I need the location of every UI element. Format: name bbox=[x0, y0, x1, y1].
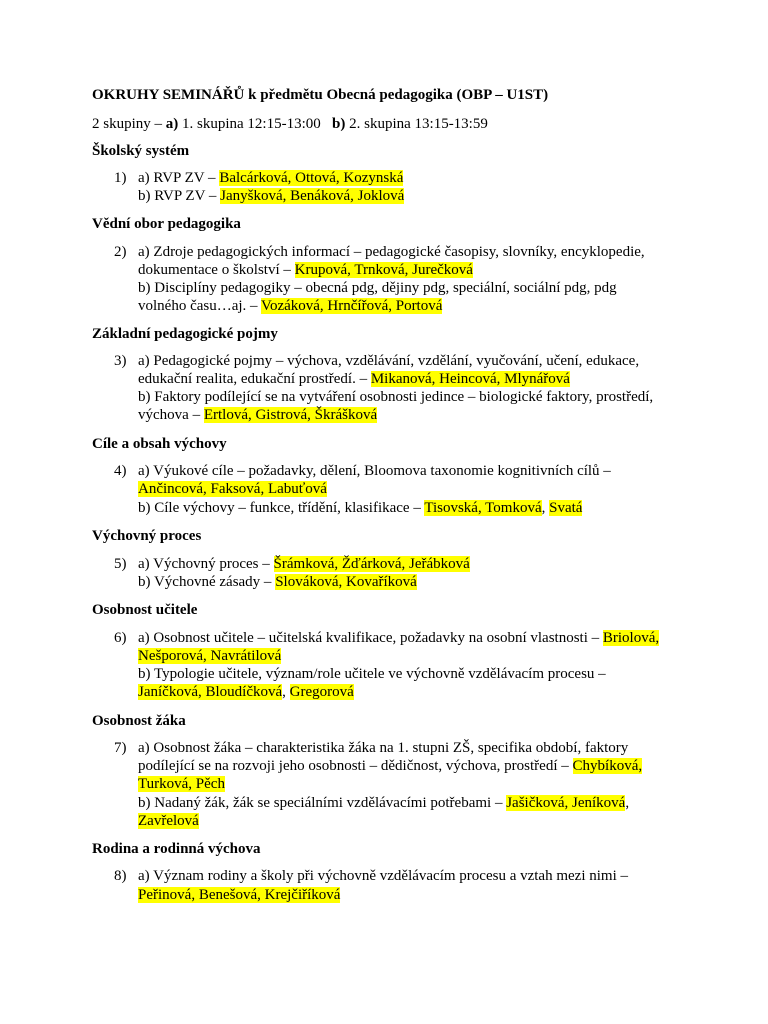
item-number: 6) bbox=[114, 630, 127, 646]
item-line bbox=[138, 279, 617, 298]
item-text: edukační realita, edukační prostředí. – bbox=[138, 371, 371, 387]
student-names: Janíčková, Bloudíčková bbox=[138, 684, 283, 700]
item-line bbox=[138, 297, 442, 316]
item-line bbox=[138, 867, 628, 886]
item-text: a) Pedagogické pojmy – výchova, vzdělávání, vzdělání, vyučování, učení, edukace, bbox=[138, 353, 640, 369]
item-line bbox=[138, 480, 327, 499]
student-names: Tisovská, Tomková bbox=[424, 500, 542, 516]
student-names: Janyšková, Benáková, Joklová bbox=[220, 188, 405, 204]
item-line bbox=[138, 555, 470, 574]
item-line bbox=[138, 261, 473, 280]
student-names: Peřinová, Benešová, Krejčiříková bbox=[138, 887, 341, 903]
item-text: a) Osobnost učitele – učitelská kvalifikace, požadavky na osobní vlastnosti – bbox=[138, 630, 603, 646]
item-line bbox=[138, 812, 199, 831]
item-line bbox=[138, 757, 642, 776]
item-text: b) Nadaný žák, žák se speciálními vzdělávacími potřebami – bbox=[138, 795, 507, 811]
item-text: b) Faktory podílející se na vytváření osobnosti jedince – biologické faktory, prostředí, bbox=[138, 389, 654, 405]
item-line bbox=[138, 573, 417, 592]
item-line bbox=[138, 775, 225, 794]
student-names: Gregorová bbox=[289, 684, 354, 700]
item-line bbox=[138, 370, 570, 389]
group-a-label: a) bbox=[165, 116, 179, 132]
item-text: dokumentace o školství – bbox=[138, 262, 295, 278]
item-line bbox=[138, 794, 629, 813]
item-number: 8) bbox=[114, 868, 127, 884]
item-number: 1) bbox=[114, 170, 127, 186]
item-text: b) Disciplíny pedagogiky – obecná pdg, dějiny pdg, speciální, sociální pdg, pdg bbox=[138, 280, 617, 296]
section-heading: Školský systém bbox=[92, 143, 190, 159]
group-b-label: b) bbox=[332, 116, 346, 132]
item-line bbox=[138, 739, 628, 758]
student-names: Vozáková, Hrnčířová, Portová bbox=[261, 298, 443, 314]
section-heading: Vědní obor pedagogika bbox=[92, 216, 241, 232]
item-line bbox=[138, 499, 582, 518]
item-text: b) Výchovné zásady – bbox=[138, 574, 276, 590]
group-b-text: 2. skupina 13:15-13:59 bbox=[345, 116, 488, 132]
student-names: Zavřelová bbox=[138, 813, 199, 829]
name-separator: , bbox=[541, 500, 550, 516]
item-line bbox=[138, 406, 377, 425]
section-heading: Výchovný proces bbox=[92, 528, 202, 544]
item-line bbox=[138, 647, 281, 666]
section-heading: Rodina a rodinná výchova bbox=[92, 841, 261, 857]
item-number: 5) bbox=[114, 556, 127, 572]
student-names: Mikanová, Heincová, Mlynářová bbox=[370, 371, 570, 387]
name-separator: , bbox=[625, 795, 630, 811]
student-names: Jašičková, Jeníková bbox=[506, 795, 626, 811]
item-line bbox=[138, 243, 645, 262]
name-separator: , bbox=[282, 684, 290, 700]
groups-prefix: 2 skupiny – bbox=[92, 116, 166, 132]
item-text: b) RVP ZV – bbox=[138, 188, 221, 204]
item-line bbox=[138, 169, 403, 188]
section-heading: Cíle a obsah výchovy bbox=[92, 436, 227, 452]
item-text: podílející se na rozvoji jeho osobnosti – dědičnost, výchova, prostředí – bbox=[138, 758, 573, 774]
item-number: 7) bbox=[114, 740, 127, 756]
item-number: 2) bbox=[114, 244, 127, 260]
item-text: a) Výukové cíle – požadavky, dělení, Bloomova taxonomie kognitivních cílů – bbox=[138, 463, 611, 479]
student-names: Šrámková, Žďárková, Jeřábková bbox=[273, 556, 470, 572]
item-text: a) Zdroje pedagogických informací – pedagogické časopisy, slovníky, encyklopedie, bbox=[138, 244, 645, 260]
student-names: Turková, Pěch bbox=[138, 776, 225, 792]
student-names: Briolová, bbox=[602, 630, 660, 646]
item-line bbox=[138, 665, 606, 684]
student-names: Nešporová, Navrátilová bbox=[138, 648, 282, 664]
item-text: volného času…aj. – bbox=[138, 298, 262, 314]
group-a-text: 1. skupina 12:15-13:00 bbox=[178, 116, 333, 132]
groups-line bbox=[92, 115, 488, 134]
item-text: výchova – bbox=[138, 407, 204, 423]
student-names: Slováková, Kovaříková bbox=[275, 574, 417, 590]
item-text: b) Typologie učitele, význam/role učitele ve výchovně vzdělávacím procesu – bbox=[138, 666, 606, 682]
section-heading: Základní pedagogické pojmy bbox=[92, 326, 278, 342]
item-text: a) Osobnost žáka – charakteristika žáka na 1. stupni ZŠ, specifika období, faktory bbox=[138, 740, 629, 756]
item-line bbox=[138, 886, 340, 905]
item-line bbox=[138, 683, 354, 702]
section-heading: Osobnost žáka bbox=[92, 713, 186, 729]
item-line bbox=[138, 352, 639, 371]
student-names: Ertlová, Gistrová, Škrášková bbox=[203, 407, 378, 423]
item-text: a) RVP ZV – bbox=[138, 170, 220, 186]
item-text: b) Cíle výchovy – funkce, třídění, klasifikace – bbox=[138, 500, 425, 516]
student-names: Chybíková, bbox=[572, 758, 643, 774]
student-names: Ančincová, Faksová, Labuťová bbox=[138, 481, 327, 497]
document-title: OKRUHY SEMINÁŘŮ k předmětu Obecná pedagogika (OBP – U1ST) bbox=[92, 87, 549, 103]
section-heading: Osobnost učitele bbox=[92, 602, 198, 618]
item-line bbox=[138, 388, 653, 407]
student-names: Svatá bbox=[549, 500, 583, 516]
student-names: Krupová, Trnková, Jurečková bbox=[294, 262, 473, 278]
item-line bbox=[138, 462, 611, 481]
item-number: 3) bbox=[114, 353, 127, 369]
item-text: a) Výchovný proces – bbox=[138, 556, 274, 572]
item-line bbox=[138, 629, 659, 648]
item-text: a) Význam rodiny a školy při výchovně vzdělávacím procesu a vztah mezi nimi – bbox=[138, 868, 628, 884]
student-names: Balcárková, Ottová, Kozynská bbox=[219, 170, 404, 186]
item-line bbox=[138, 187, 404, 206]
item-number: 4) bbox=[114, 463, 127, 479]
